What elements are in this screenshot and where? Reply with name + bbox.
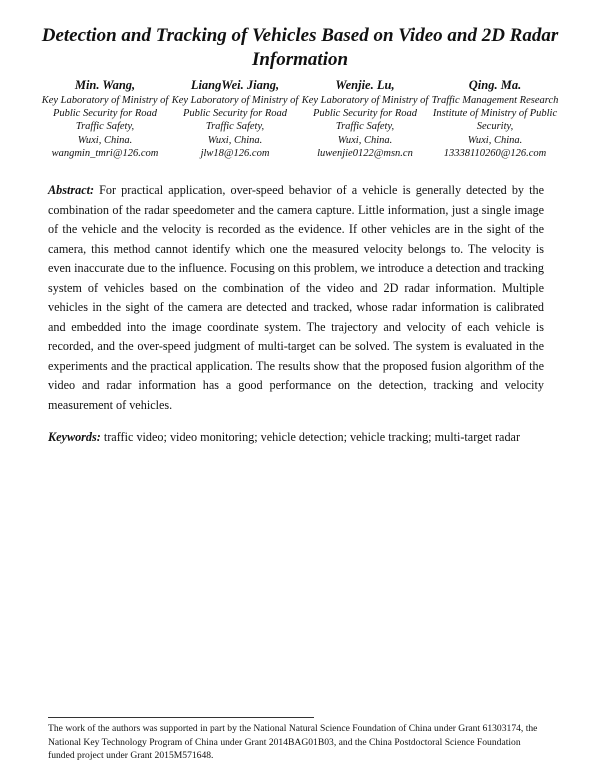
author-block bbox=[430, 78, 560, 160]
author-name: Min. Wang, bbox=[74, 78, 136, 92]
author-location: Wuxi, China. bbox=[337, 134, 393, 146]
keywords-text: traffic video; video monitoring; vehicle detection; vehicle tracking; multi-target radar bbox=[103, 430, 521, 444]
keywords-label: Keywords: bbox=[48, 430, 101, 444]
keywords bbox=[48, 428, 544, 447]
funding-footnote: The work of the authors was supported in part by the National Natural Science Foundation of China under Grant 61303174, the National Key Technology Program of China under Grant 2014BAG01B03, and the China Postdoctoral Science Foundation funded project under Grant 2015M571648. bbox=[48, 723, 538, 761]
author-block bbox=[170, 78, 300, 160]
footnote-divider bbox=[48, 717, 314, 718]
author-affiliation: Traffic Management Research Institute of Ministry of Public Security, bbox=[431, 95, 559, 133]
author-affiliation: Key Laboratory of Ministry of Public Security for Road Traffic Safety, bbox=[301, 95, 429, 133]
author-affiliation: Key Laboratory of Ministry of Public Security for Road Traffic Safety, bbox=[171, 95, 299, 133]
abstract bbox=[48, 181, 544, 415]
author-email: jlw18@126.com bbox=[200, 147, 270, 159]
abstract-text: For practical application, over-speed behavior of a vehicle is generally detected by the combination of the radar speedometer and the camera capture. Little information, just a single image of the vehicle and the velocity is recorded as the evidence. If other vehicles are in the sight of the camera, this method cannot identify which one the measured velocity belongs to. The velocity is even inaccurate due to the influence. Focusing on this problem, we introduce a detection and tracking system of vehicles based on the combination of the video and 2D radar information. Multiple vehicles in the sight of the camera are detected and tracked, whose radar information is calibrated and embedded into the image coordinate system. The trajectory and velocity of each vehicle is recorded, and the over-speed judgment of multi-target can be solved. The system is evaluated in the experiments and the practical application. The results show that the proposed fusion algorithm of the video and radar information has a good performance on the detection, tracking and velocity measurement of vehicles. bbox=[48, 183, 545, 412]
paper-title: Detection and Tracking of Vehicles Based on Video and 2D Radar Information bbox=[41, 25, 559, 70]
author-name: LiangWei. Jiang, bbox=[190, 78, 280, 92]
author-location: Wuxi, China. bbox=[467, 134, 523, 146]
author-name: Qing. Ma. bbox=[468, 78, 522, 92]
author-affiliation: Key Laboratory of Ministry of Public Security for Road Traffic Safety, bbox=[41, 95, 169, 133]
author-list bbox=[40, 78, 560, 160]
author-name: Wenjie. Lu, bbox=[335, 78, 395, 92]
author-block bbox=[300, 78, 430, 160]
author-block bbox=[40, 78, 170, 160]
abstract-label: Abstract: bbox=[48, 183, 95, 197]
author-location: Wuxi, China. bbox=[77, 134, 133, 146]
author-email: 13338110260@126.com bbox=[443, 147, 547, 159]
author-email: luwenjie0122@msn.cn bbox=[317, 147, 413, 159]
author-location: Wuxi, China. bbox=[207, 134, 263, 146]
author-email: wangmin_tmri@126.com bbox=[51, 147, 159, 159]
